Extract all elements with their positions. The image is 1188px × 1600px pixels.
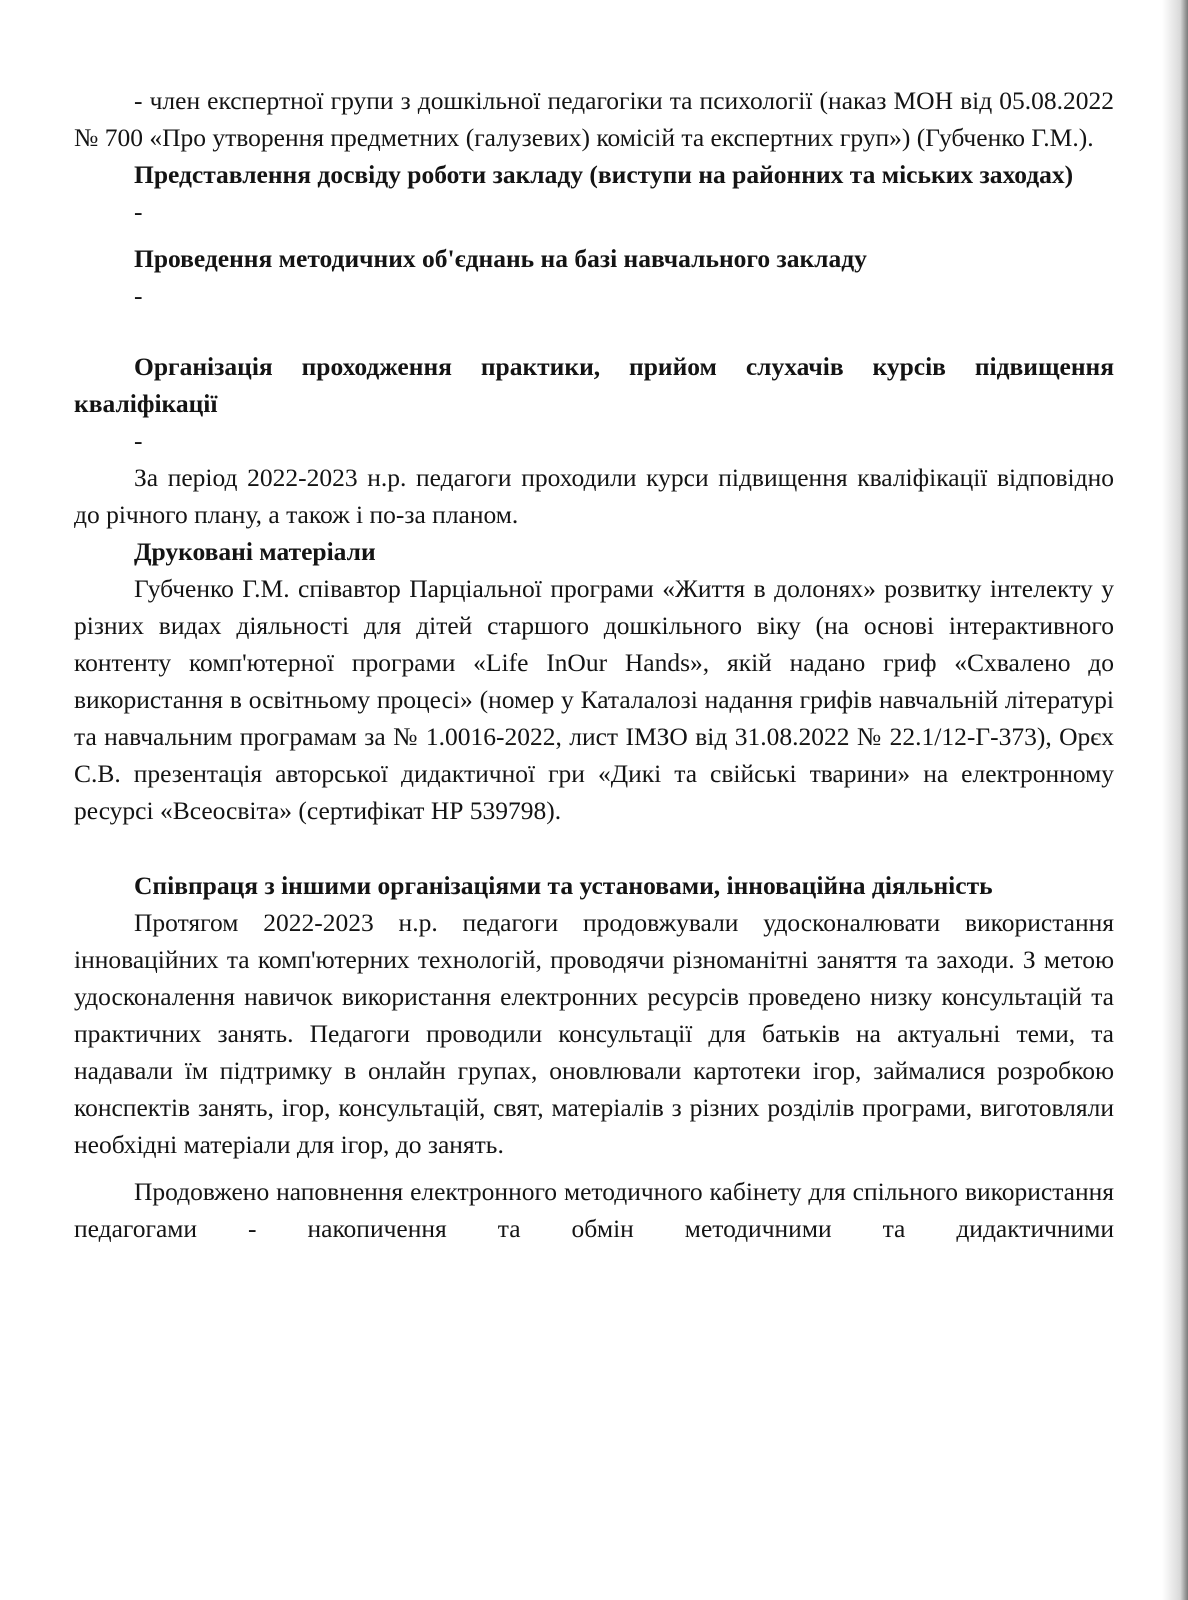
courses-paragraph: За період 2022-2023 н.р. педагоги проходили курси підвищення кваліфікації відповідно до річного плану, а також і по-за планом. xyxy=(74,463,1114,529)
heading-method-unions: Проведення методичних об'єднань на базі навчального закладу xyxy=(134,244,867,273)
heading-cooperation: Співпраця з іншими організаціями та установами, інноваційна діяльність xyxy=(134,871,993,900)
dash-experience: - xyxy=(134,197,143,226)
dash-practice: - xyxy=(134,426,143,455)
cooperation-paragraph: Протягом 2022-2023 н.р. педагоги продовжували удосконалювати використання інноваційних та комп'ютерних технологій, проводячи різноманітні заняття та заходи. З метою удосконалення навичок використання електронних ресурсів проведено низку консультацій та практичних занять. Педагоги проводили консультації для батьків на актуальні теми, та надавали їм підтримку в онлайн групах, оновлювали картотеки ігор, займалися розробкою конспектів занять, ігор, консультацій, свят, матеріалів з різних розділів програми, виготовляли необхідні матеріали для ігор, до занять. xyxy=(74,908,1114,1159)
printed-materials-paragraph: Губченко Г.М. співавтор Парціальної програми «Життя в долонях» розвитку інтелекту у різних видах діяльності для дітей старшого дошкільного віку (на основі інтерактивного контенту комп'ютерної програми «Life InOur Hands», якій надано гриф «Схвалено до використання в освітньому процесі» (номер у Каталалозі надання грифів навчальній літературі та навчальним програмам за № 1.0016-2022, лист ІМЗО від 31.08.2022 № 22.1/12-Г-373), Орєх С.В. презентація авторської дидактичної гри «Дикі та свійські тварини» на електронному ресурсі «Всеосвіта» (сертифікат НР 539798). xyxy=(74,574,1114,825)
expert-group-paragraph: - член експертної групи з дошкільної педагогіки та психології (наказ МОН від 05.08.2022 № 700 «Про утворення предметних (галузевих) комісій та експертних груп») (Губченко Г.М.). xyxy=(74,86,1114,152)
heading-experience: Представлення досвіду роботи закладу (виступи на районних та міських заходах) xyxy=(134,160,1074,189)
heading-printed-materials: Друковані матеріали xyxy=(134,537,376,566)
dash-method-unions: - xyxy=(134,281,143,310)
page-edge-shadow xyxy=(1162,0,1188,1600)
electronic-cabinet-paragraph: Продовжено наповнення електронного методичного кабінету для спільного використання педагогами - накопичення та обмін методичними та дидактичними xyxy=(74,1177,1114,1243)
heading-practice: Організація проходження практики, прийом слухачів курсів підвищення кваліфікації xyxy=(74,352,1114,418)
